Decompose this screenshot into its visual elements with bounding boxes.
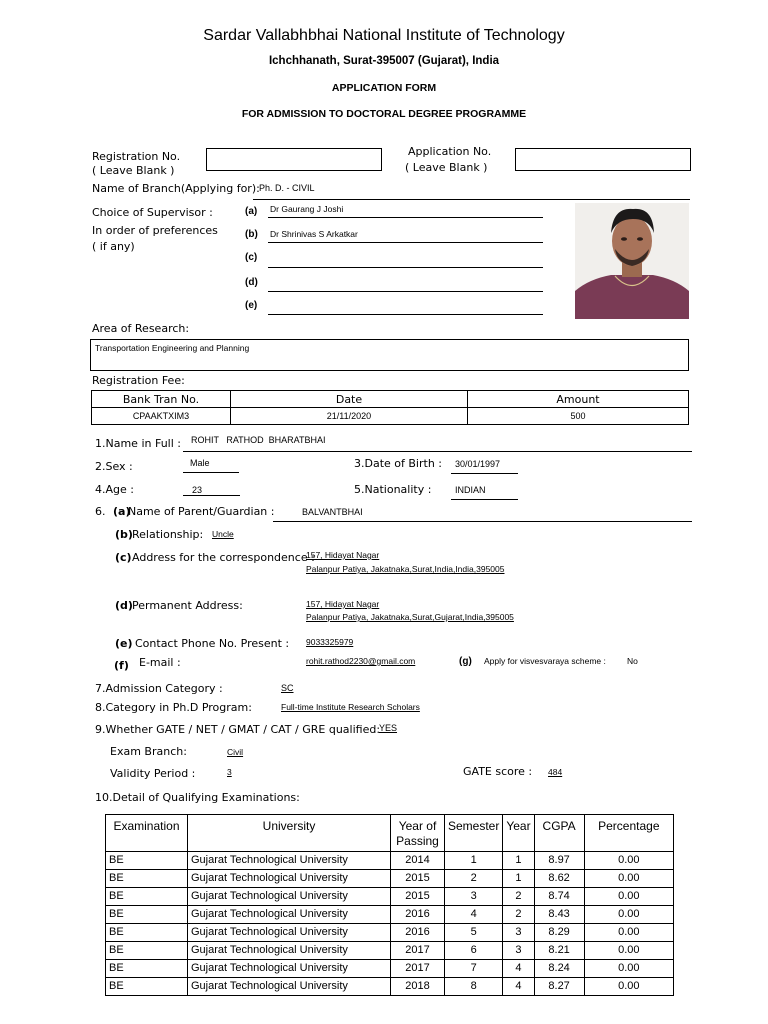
qual-cell-percentage: 0.00 [584,960,673,978]
nationality-value: INDIAN [455,485,486,495]
parent-line [273,521,692,522]
qual-cell-exam: BE [106,942,188,960]
permanent-line2: Palanpur Patiya, Jakatnaka,Surat,Gujarat,India,395005 [306,612,514,622]
supervisor-marker-b: (b) [245,229,258,240]
research-label: Area of Research: [92,322,190,335]
qual-cell-cgpa: 8.97 [534,852,584,870]
correspondence-marker: (c) [115,551,132,564]
correspondence-label: Address for the correspondence : [132,551,315,564]
correspondence-line2: Palanpur Patiya, Jakatnaka,Surat,India,India,395005 [306,564,505,574]
application-no-note: ( Leave Blank ) [405,161,488,174]
sex-line [183,472,239,473]
qual-cell-exam: BE [106,852,188,870]
name-label: 1.Name in Full : [95,437,181,450]
supervisor-choice-b: Dr Shrinivas S Arkatkar [270,229,358,239]
gate-qualified-label: 9.Whether GATE / NET / GMAT / CAT / GRE qualified: [95,723,381,736]
relationship-value: Uncle [212,529,234,539]
research-value: Transportation Engineering and Planning [95,343,250,353]
qual-cell-university: Gujarat Technological University [188,906,391,924]
nationality-label: 5.Nationality : [354,483,432,496]
nationality-line [451,499,518,500]
fee-header-bank: Bank Tran No. [92,391,231,408]
permanent-label: Permanent Address: [132,599,243,612]
gate-qualified-value: YES [379,723,398,733]
qual-cell-percentage: 0.00 [584,906,673,924]
qual-cell-exam: BE [106,924,188,942]
table-row [106,852,674,870]
supervisor-label-2: In order of preferences [92,224,218,237]
guardian-section-number: 6. [95,505,106,518]
qual-cell-year-passing: 2017 [391,960,445,978]
table-row [106,870,674,888]
qual-cell-year-passing: 2015 [391,888,445,906]
qual-cell-year-passing: 2018 [391,978,445,996]
qual-header-exam: Examination [106,815,188,852]
fee-header-amount: Amount [468,391,689,408]
qual-cell-year-passing: 2016 [391,924,445,942]
qual-cell-university: Gujarat Technological University [188,924,391,942]
qual-cell-cgpa: 8.74 [534,888,584,906]
admission-category-label: 7.Admission Category : [95,682,223,695]
qual-header-cgpa: CGPA [534,815,584,852]
registration-no-box [206,148,382,171]
dob-value: 30/01/1997 [455,459,501,469]
qual-cell-cgpa: 8.43 [534,906,584,924]
supervisor-label: Choice of Supervisor : [92,206,213,219]
application-no-box [515,148,691,171]
qual-cell-university: Gujarat Technological University [188,888,391,906]
table-row [106,888,674,906]
form-title: APPLICATION FORM [331,82,437,94]
registration-no-label: Registration No. [92,150,181,163]
table-row [106,924,674,942]
phone-label: Contact Phone No. Present : [135,637,290,650]
phone-marker: (e) [115,637,133,650]
application-no-label: Application No. [408,145,492,158]
exam-branch-label: Exam Branch: [110,745,187,758]
qual-cell-exam: BE [106,870,188,888]
branch-value: Ph. D. - CIVIL [259,183,315,193]
form-subtitle: FOR ADMISSION TO DOCTORAL DEGREE PROGRAMME [241,108,527,120]
qual-header-university: University [188,815,391,852]
sex-label: 2.Sex : [95,460,133,473]
qual-cell-university: Gujarat Technological University [188,978,391,996]
qual-cell-percentage: 0.00 [584,852,673,870]
fee-header-date: Date [231,391,468,408]
fee-amount-value: 500 [468,408,689,425]
fee-label: Registration Fee: [92,374,185,387]
qual-cell-year: 3 [503,942,534,960]
supervisor-line-d [268,291,543,292]
qual-cell-semester: 1 [445,852,503,870]
phd-category-label: 8.Category in Ph.D Program: [95,701,252,714]
fee-date-value: 21/11/2020 [231,408,468,425]
age-label: 4.Age : [95,483,134,496]
supervisor-choice-a: Dr Gaurang J Joshi [270,204,344,214]
table-row [106,978,674,996]
permanent-line1: 157, Hidayat Nagar [306,599,380,609]
qual-cell-semester: 4 [445,906,503,924]
supervisor-label-3: ( if any) [92,240,135,253]
qual-cell-year: 3 [503,924,534,942]
qual-cell-exam: BE [106,960,188,978]
qual-cell-year-passing: 2017 [391,942,445,960]
sex-value: Male [190,458,210,468]
qual-cell-year-passing: 2014 [391,852,445,870]
supervisor-line-c [268,267,543,268]
scheme-value: No [627,656,638,666]
qual-cell-semester: 5 [445,924,503,942]
table-row [106,906,674,924]
relationship-marker: (b) [115,528,133,541]
admission-category-value: SC [281,683,294,693]
qual-cell-university: Gujarat Technological University [188,942,391,960]
relationship-label: Relationship: [132,528,204,541]
qual-cell-percentage: 0.00 [584,978,673,996]
table-row [106,960,674,978]
email-label: E-mail : [139,656,181,669]
registration-no-note: ( Leave Blank ) [92,164,175,177]
qual-cell-year: 1 [503,852,534,870]
qual-cell-semester: 7 [445,960,503,978]
scheme-marker: (g) [459,656,472,667]
supervisor-line-a [268,217,543,218]
qual-cell-cgpa: 8.29 [534,924,584,942]
validity-value: 3 [227,767,232,777]
qual-cell-cgpa: 8.24 [534,960,584,978]
validity-label: Validity Period : [110,767,196,780]
qual-cell-semester: 8 [445,978,503,996]
table-row [106,942,674,960]
qual-cell-year: 2 [503,888,534,906]
qual-cell-exam: BE [106,888,188,906]
dob-line [451,473,518,474]
scheme-label: Apply for visvesvaraya scheme : [484,656,606,666]
qual-cell-cgpa: 8.21 [534,942,584,960]
qual-cell-semester: 6 [445,942,503,960]
qual-cell-semester: 3 [445,888,503,906]
qual-cell-university: Gujarat Technological University [188,960,391,978]
qual-cell-university: Gujarat Technological University [188,870,391,888]
fee-bank-value: CPAAKTXIM3 [92,408,231,425]
qual-cell-year-passing: 2015 [391,870,445,888]
qual-cell-percentage: 0.00 [584,888,673,906]
qual-cell-year-passing: 2016 [391,906,445,924]
qualifying-table-body [106,852,674,996]
permanent-marker: (d) [115,599,133,612]
supervisor-marker-d: (d) [245,277,258,288]
qualifying-table [105,814,674,996]
supervisor-marker-e: (e) [245,300,258,311]
supervisor-line-b [268,242,543,243]
qual-cell-cgpa: 8.27 [534,978,584,996]
qual-header-year-passing: Year of Passing [391,815,445,852]
phone-value: 9033325979 [306,637,354,647]
email-value: rohit.rathod2230@gmail.com [306,656,416,666]
qual-cell-percentage: 0.00 [584,924,673,942]
branch-label: Name of Branch(Applying for): [92,182,260,195]
supervisor-line-e [268,314,543,315]
correspondence-line1: 157, Hidayat Nagar [306,550,380,560]
parent-value: BALVANTBHAI [302,507,363,517]
parent-label: Name of Parent/Guardian : [128,505,275,518]
parent-marker: (a) [113,505,131,518]
phd-category-value: Full-time Institute Research Scholars [281,702,420,712]
qual-header-percentage: Percentage [584,815,673,852]
qual-cell-exam: BE [106,906,188,924]
institute-name: Sardar Vallabhbhai National Institute of Technology [203,27,565,44]
institute-address: Ichchhanath, Surat-395007 (Gujarat), India [268,55,500,67]
qual-cell-year: 4 [503,960,534,978]
qual-cell-percentage: 0.00 [584,870,673,888]
qualifying-label: 10.Detail of Qualifying Examinations: [95,791,300,804]
age-line [183,495,240,496]
gate-score-value: 484 [548,767,563,777]
qual-header-year: Year [503,815,534,852]
qual-cell-year: 1 [503,870,534,888]
supervisor-marker-c: (c) [245,252,258,263]
qual-cell-year: 2 [503,906,534,924]
age-value: 23 [192,485,203,495]
supervisor-marker-a: (a) [245,206,258,217]
qual-cell-year: 4 [503,978,534,996]
name-value: ROHIT RATHOD BHARATBHAI [191,435,326,445]
qual-header-semester: Semester [445,815,503,852]
qual-cell-exam: BE [106,978,188,996]
applicant-photo [575,203,689,319]
qual-cell-semester: 2 [445,870,503,888]
qual-cell-university: Gujarat Technological University [188,852,391,870]
email-marker: (f) [114,659,129,672]
branch-line [253,199,690,200]
fee-table [91,390,689,425]
qual-cell-cgpa: 8.62 [534,870,584,888]
qual-cell-percentage: 0.00 [584,942,673,960]
dob-label: 3.Date of Birth : [354,457,442,470]
exam-branch-value: Civil [227,747,244,757]
gate-score-label: GATE score : [463,765,533,778]
name-line [183,451,692,452]
